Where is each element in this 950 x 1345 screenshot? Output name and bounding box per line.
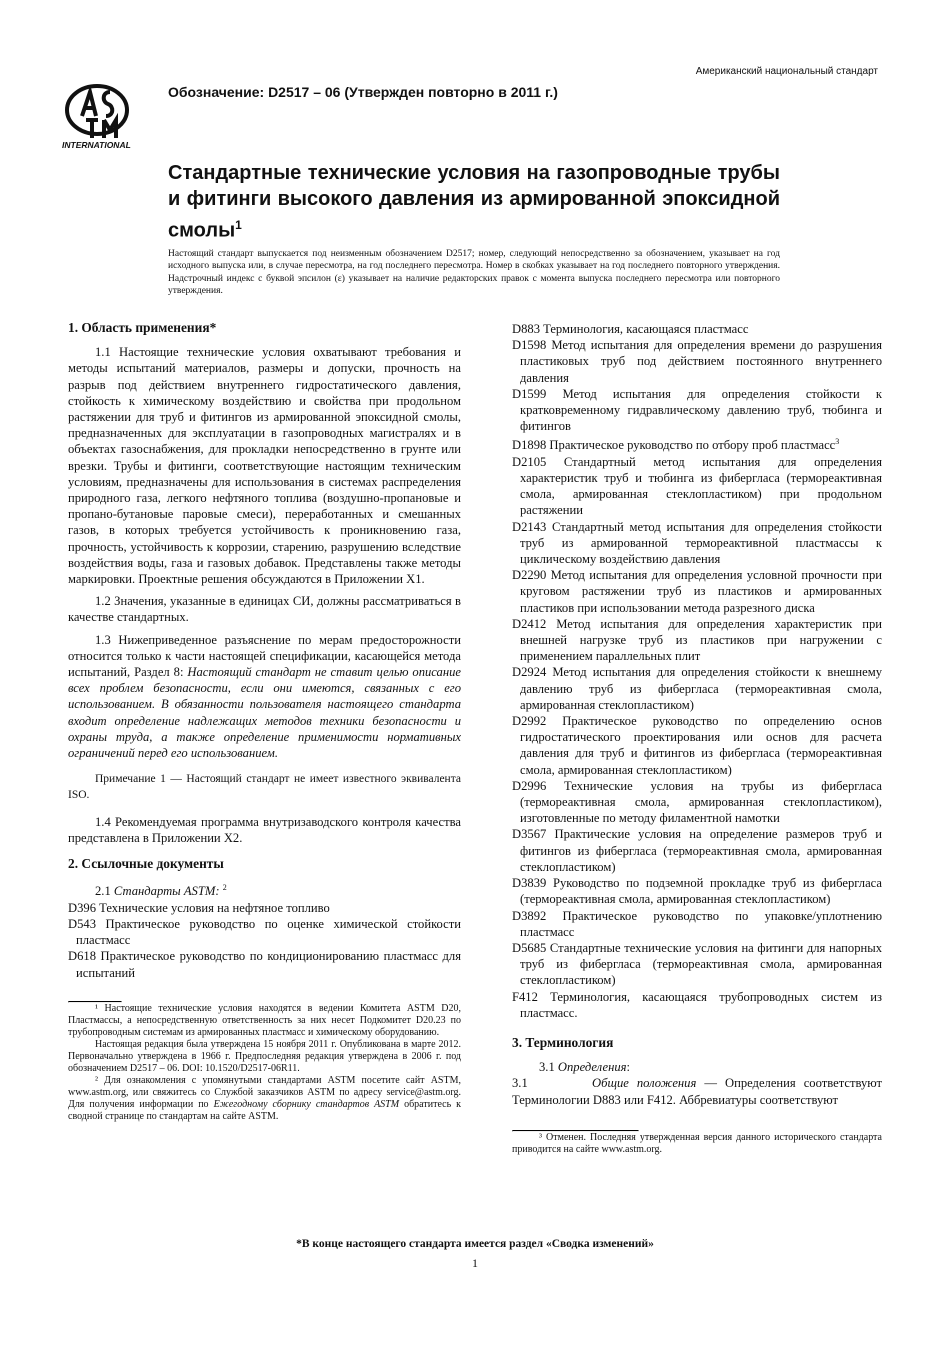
issue-note: Настоящий стандарт выпускается под неизменным обозначением D2517; номер, следующий непосредственно за обозначением, указывает на год исходного выпуска или, в случае пересмотра, на год последнего пересмотра. Номер в скобках указывает на год последнего повторного утверждения. Надстрочный индекс с буквой эпсилон (ε) указывает на наличие редакторских правок с момента выпуска последнего пересмотра или повторного утверждения. (168, 249, 780, 297)
ref-item: D2924 Метод испытания для определения стойкости к внешнему давлению труб из фибергласа (термореактивная смола, армированная стеклопластиком) (512, 665, 882, 712)
paragraph-3-1-1 (512, 1075, 882, 1107)
summary-of-changes-note: *В конце настоящего стандарта имеется раздел «Сводка изменений» (296, 1238, 654, 1250)
ref-item: D2290 Метод испытания для определения условной прочности при круговом растяжении труб из пластиков и армированных пластиков при использовании метода разрезного диска (512, 568, 882, 615)
ref-item: D3892 Практическое руководство по упаковке/уплотнению пластмасс (512, 908, 882, 939)
paragraph-2-1 (68, 880, 461, 899)
page-number: 1 (472, 1256, 478, 1270)
ref-item: D2412 Метод испытания для определения характеристик при внешней нагрузке труб из пластиков при нагружении с применением параллельных плит (512, 616, 882, 664)
footnote-2-tail: обратитесь к сводной странице по стандартам на сайте ASTM. (68, 1098, 462, 1122)
ref-item: D2143 Стандартный метод испытания для определения стойкости труб из армированной термореактивной пластмассы к циклическому воздействию давления (512, 519, 882, 567)
ref-item: D883 Терминология, касающаяся пластмасс (512, 322, 749, 336)
ref-item: D618 Практическое руководство по кондиционированию пластмасс для испытаний (68, 949, 461, 980)
paragraph-1-1: 1.1 Настоящие технические условия охватывают требования и методы испытаний материалов, размеры и допуски, прочность на разрыв под действием внутреннего гидростатического давления, стойкость к химическому воздействию и свойства при продольном растяжении для труб и фитингов из армированной эпоксидной смолы, предназначенных для эксплуатации в газопроводных магистралях и в объектах газоснабжения, для прокладки непосредственно в грунте или врезки. Трубы и фитинги, соответствующие настоящим техническим условиям, предназначены для использования в системах распределения природного газа, легкого нефтяного топлива (воздушно-пропановые и пропано-бутановые паровые смеси), переработанных и смешанных газов, в которых требуется устойчивость к проникновению газа, прочность, устойчивость к коррозии, старению, разрушению вследствие воздействия воды, газа и газовых добавок. Представлены также методы маркировки. Проектные решения обсуждаются в Приложении X1. (68, 345, 461, 587)
paragraph-2-1-num: 2.1 (95, 884, 111, 899)
footnote-2 (68, 1075, 461, 1123)
ref-item: F412 Терминология, касающаяся трубопроводных систем из пластмасс. (512, 989, 882, 1020)
paragraph-1-3-text: 1.3 Нижеприведенное разъяснение по мерам предосторожности относится только к части настоящей спецификации, касающейся метода испытаний, Раздел 8: (68, 632, 461, 680)
paragraph-1-3 (68, 632, 461, 762)
ref-item (512, 434, 882, 453)
footnote-mark-3: 3 (835, 437, 840, 447)
logo-text: INTERNATIONAL (62, 140, 131, 150)
document-title (168, 160, 780, 244)
ref-item: D2105 Стандартный метод испытания для определения характеристик труб и тюбинга из фибергласа (термореактивная смола, армированная стеклопластиком) при продольном растяжении (512, 454, 882, 518)
footnote-2-text: ² Для ознакомления с упомянутыми стандартами ASTM посетите сайт ASTM, www.astm.org, или свяжитесь со Службой заказчиков ASTM по адресу service@astm.org. Для получения информации по (68, 1074, 461, 1110)
ref-item: D543 Практическое руководство по оценке химической стойкости пластмасс (68, 916, 461, 948)
ref-item: D1598 Метод испытания для определения времени до разрушения пластиковых труб под действием постоянного внутреннего давления (512, 338, 882, 385)
paragraph-3-1 (512, 1059, 882, 1075)
astm-logo-icon (62, 80, 157, 152)
footnote-1b: Настоящая редакция была утверждена 15 ноября 2011 г. Опубликована в марте 2012. Первоначально утверждена в 1966 г. Предпоследняя редакция утверждена в 2006 г. под обозначением D2517 – 06. DOI: 10.1520/D2517-06R11. (68, 1038, 461, 1074)
definitions-label: Определения (557, 1060, 627, 1075)
section-1-heading: 1. Область применения* (68, 320, 217, 335)
ref-item: D5685 Стандартные технические условия на фитинги для напорных труб из фибергласа (термореактивная смола, армированная стеклопластиком) (512, 940, 882, 988)
footnote-3: ³ Отменен. Последняя утвержденная версия данного исторического стандарта приводится на сайте www.astm.org. (512, 1131, 882, 1155)
paragraph-3-1-1-text: — Определения соответствуют Терминологии D883 или F412. Аббревиатуры соответствуют (512, 1076, 883, 1107)
section-2-heading: 2. Ссылочные документы (68, 856, 224, 872)
footnote-1: ¹ Настоящие технические условия находятся в ведении Комитета ASTM D20, Пластмассы, а непосредственную ответственность за них несет Подкомитет D20.23 по трубопроводным системам из армированных пластмасс и химическому оборудованию. (68, 1002, 461, 1038)
ref-item: D3567 Практические условия на определение размеров труб и фитингов из фибергласа (термореактивная смола, армированная стеклопластиком) (512, 827, 882, 874)
designation: Обозначение: D2517 – 06 (Утвержден повторно в 2011 г.) (168, 84, 558, 100)
paragraph-3-1-1-num: 3.1 (512, 1076, 528, 1091)
left-column (68, 320, 461, 1123)
paragraph-3-1-num: 3.1 (539, 1060, 555, 1075)
ref-item: D3839 Руководство по подземной прокладке труб из фибергласа (термореактивная смола, армированная стеклопластиком) (512, 876, 882, 907)
paragraph-3-1-colon: : (626, 1060, 630, 1075)
right-column (512, 321, 882, 1156)
ref-item: D2996 Технические условия на трубы из фибергласа (термореактивная смола, армированная стеклопластиком), изготовленные по методу филаментной намотки (512, 778, 882, 826)
section-3-heading: 3. Терминология (512, 1034, 614, 1050)
paragraph-1-2: 1.2 Значения, указанные в единицах СИ, должны рассматриваться в качестве стандартных. (68, 594, 461, 625)
title-footnote-mark: 1 (235, 218, 242, 232)
ref-item: D2992 Практическое руководство по определению основ гидростатического проектирования или основ для расчета давления для труб и фитингов из фибергласа (термореактивная смола, армированная стеклопластиком) (512, 714, 882, 777)
ref-item: D1599 Метод испытания для определения стойкости к кратковременному гидравлическому давлению труб, тюбинга и фитингов (512, 386, 882, 434)
footnote-mark-2: 2 (222, 883, 227, 893)
title-text: Стандартные технические условия на газопроводные трубы и фитинги высокого давления из армированной эпоксидной смолы (168, 162, 780, 242)
general-label: Общие положения (592, 1076, 697, 1091)
footnote-2-italic: Ежегодному сборнику стандартов ASTM (213, 1098, 400, 1110)
ref-item: D396 Технические условия на нефтяное топливо (68, 900, 330, 915)
safety-statement: Настоящий стандарт не ставит целью описание всех проблем безопасности, если они имеются, связанных с его использованием. В обязанности пользователя настоящего стандарта входит определение надлежащих методов техники безопасности и охраны труда, а также определение применимости нормативных ограничений перед его использованием. (68, 665, 461, 761)
paragraph-1-4: 1.4 Рекомендуемая программа внутризаводского контроля качества представлена в Приложении X2. (68, 814, 461, 845)
astm-logo (62, 80, 157, 152)
header-standard-type: Американский национальный стандарт (695, 66, 878, 77)
note-1: Примечание 1 — Настоящий стандарт не имеет известного эквивалента ISO. (68, 773, 461, 802)
ref-d1898-text: D1898 Практическое руководство по отбору проб пластмасс (512, 438, 836, 453)
astm-standards-label: Стандарты ASTM: (113, 884, 220, 899)
